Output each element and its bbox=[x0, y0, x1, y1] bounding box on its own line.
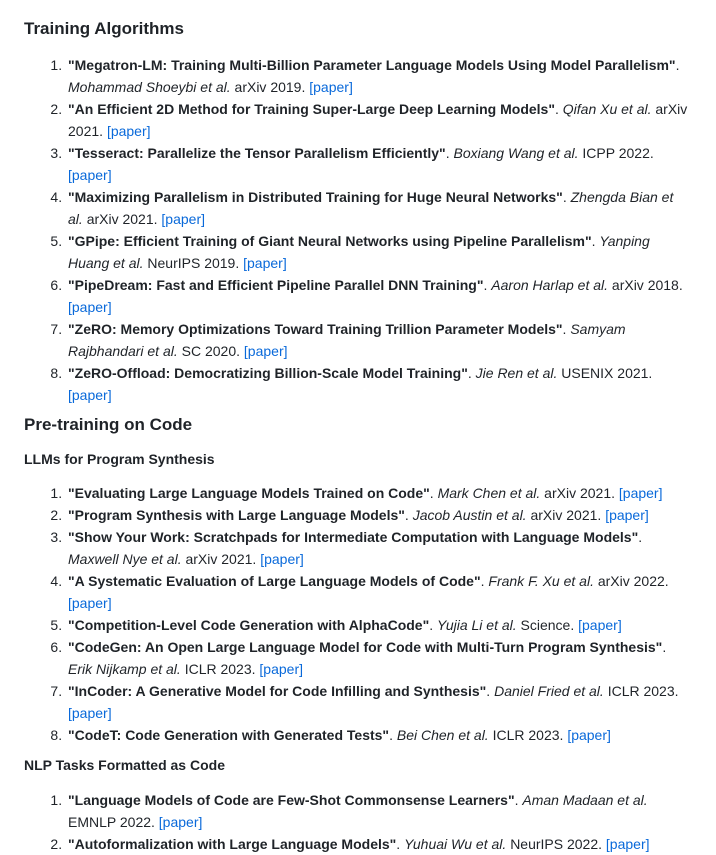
paper-item bbox=[66, 526, 692, 570]
paper-list bbox=[24, 789, 692, 855]
section-heading: Pre-training on Code bbox=[24, 415, 193, 435]
paper-authors: Yuhuai Wu et al. bbox=[404, 835, 507, 852]
paper-venue: ICPP 2022. bbox=[582, 145, 654, 162]
paper-title: "ZeRO-Offload: Democratizing Billion-Scale Model Training" bbox=[68, 365, 468, 382]
paper-venue: NeurIPS 2022. bbox=[510, 835, 603, 852]
paper-link[interactable]: [paper] bbox=[68, 595, 112, 612]
paper-link[interactable]: [paper] bbox=[243, 343, 288, 360]
paper-link[interactable]: [paper] bbox=[578, 617, 622, 634]
paper-item bbox=[66, 230, 692, 274]
paper-authors: Samyam Rajbhandari et al. bbox=[68, 321, 626, 360]
paper-item bbox=[66, 833, 692, 855]
punctuation-after-title: . bbox=[404, 507, 413, 524]
paper-item bbox=[66, 186, 692, 230]
paper-authors: Daniel Fried et al. bbox=[494, 683, 604, 700]
subsection-heading: LLMs for Program Synthesis bbox=[24, 451, 215, 468]
paper-title: "Evaluating Large Language Models Trained on Code" bbox=[68, 485, 430, 502]
paper-item bbox=[66, 98, 692, 142]
punctuation-after-title: . bbox=[389, 727, 397, 744]
paper-venue: NeurIPS 2019. bbox=[147, 255, 240, 272]
punctuation-after-title: . bbox=[662, 639, 667, 656]
paper-title: "ZeRO: Memory Optimizations Toward Training Trillion Parameter Models" bbox=[68, 321, 563, 338]
paper-authors: Aman Madaan et al. bbox=[522, 791, 648, 808]
punctuation-after-title: . bbox=[467, 365, 476, 382]
paper-venue: ICLR 2023. bbox=[184, 661, 256, 678]
paper-link[interactable]: [paper] bbox=[68, 705, 112, 722]
paper-title: "InCoder: A Generative Model for Code Infilling and Synthesis" bbox=[68, 683, 487, 700]
paper-authors: Aaron Harlap et al. bbox=[491, 277, 609, 294]
paper-link[interactable]: [paper] bbox=[309, 79, 353, 96]
paper-venue: arXiv 2022. bbox=[597, 573, 669, 590]
paper-title: "PipeDream: Fast and Efficient Pipeline Parallel DNN Training" bbox=[68, 277, 484, 294]
paper-item bbox=[66, 614, 692, 636]
punctuation-after-title: . bbox=[429, 485, 438, 502]
paper-authors: Zhengda Bian et al. bbox=[68, 189, 674, 228]
paper-venue: arXiv 2021. bbox=[185, 551, 257, 568]
punctuation-after-title: . bbox=[638, 529, 643, 546]
paper-title: "Megatron-LM: Training Multi-Billion Parameter Language Models Using Model Parallelism" bbox=[68, 57, 676, 74]
paper-title: "Autoformalization with Large Language Models" bbox=[68, 835, 397, 852]
paper-venue: ICLR 2023. bbox=[492, 727, 564, 744]
paper-title: "Program Synthesis with Large Language Models" bbox=[68, 507, 405, 524]
paper-link[interactable]: [paper] bbox=[259, 661, 304, 678]
paper-title: "Tesseract: Parallelize the Tensor Parallelism Efficiently" bbox=[68, 145, 446, 162]
punctuation-after-title: . bbox=[396, 835, 405, 852]
paper-item bbox=[66, 54, 692, 98]
punctuation-after-title: . bbox=[562, 189, 571, 206]
punctuation-after-title: . bbox=[562, 321, 571, 338]
paper-authors: Erik Nijkamp et al. bbox=[68, 661, 181, 678]
section-heading: Training Algorithms bbox=[24, 19, 184, 38]
paper-link[interactable]: [paper] bbox=[567, 727, 611, 744]
paper-authors: Jie Ren et al. bbox=[475, 365, 558, 382]
paper-link[interactable]: [paper] bbox=[618, 485, 663, 502]
paper-authors: Jacob Austin et al. bbox=[412, 507, 527, 524]
paper-item bbox=[66, 362, 692, 406]
paper-venue: SC 2020. bbox=[181, 343, 241, 360]
readme-content bbox=[24, 18, 692, 855]
paper-title: "Language Models of Code are Few-Shot Commonsense Learners" bbox=[68, 791, 515, 808]
paper-title: "An Efficient 2D Method for Training Super-Large Deep Learning Models" bbox=[68, 101, 555, 118]
paper-venue: arXiv 2021. bbox=[530, 507, 602, 524]
paper-item bbox=[66, 274, 692, 318]
paper-link[interactable]: [paper] bbox=[260, 551, 304, 568]
paper-list bbox=[24, 482, 692, 746]
paper-title: "Show Your Work: Scratchpads for Intermediate Computation with Language Models" bbox=[68, 529, 639, 546]
paper-authors: Frank F. Xu et al. bbox=[488, 573, 594, 590]
paper-item bbox=[66, 789, 692, 833]
paper-venue: arXiv 2021. bbox=[68, 101, 688, 140]
paper-authors: Yujia Li et al. bbox=[437, 617, 517, 634]
paper-authors: Boxiang Wang et al. bbox=[453, 145, 579, 162]
paper-title: "Competition-Level Code Generation with AlphaCode" bbox=[68, 617, 430, 634]
paper-link[interactable]: [paper] bbox=[68, 167, 112, 184]
paper-item bbox=[66, 318, 692, 362]
paper-venue: Science. bbox=[520, 617, 575, 634]
paper-title: "GPipe: Efficient Training of Giant Neural Networks using Pipeline Parallelism" bbox=[68, 233, 592, 250]
punctuation-after-title: . bbox=[514, 791, 523, 808]
paper-item bbox=[66, 724, 692, 746]
paper-authors: Mohammad Shoeybi et al. bbox=[68, 79, 231, 96]
paper-title: "Maximizing Parallelism in Distributed Training for Huge Neural Networks" bbox=[68, 189, 563, 206]
paper-item bbox=[66, 570, 692, 614]
paper-authors: Yanping Huang et al. bbox=[68, 233, 650, 272]
paper-venue: arXiv 2021. bbox=[544, 485, 615, 502]
paper-item bbox=[66, 504, 692, 526]
punctuation-after-title: . bbox=[591, 233, 600, 250]
paper-link[interactable]: [paper] bbox=[161, 211, 205, 228]
paper-link[interactable]: [paper] bbox=[68, 299, 112, 316]
punctuation-after-title: . bbox=[429, 617, 437, 634]
paper-authors: Qifan Xu et al. bbox=[562, 101, 652, 118]
paper-venue: ICLR 2023. bbox=[607, 683, 679, 700]
punctuation-after-title: . bbox=[675, 57, 680, 74]
paper-link[interactable]: [paper] bbox=[605, 507, 649, 524]
paper-item bbox=[66, 636, 692, 680]
punctuation-after-title: . bbox=[483, 277, 492, 294]
paper-title: "CodeGen: An Open Large Language Model for Code with Multi-Turn Program Synthesis" bbox=[68, 639, 663, 656]
paper-authors: Mark Chen et al. bbox=[437, 485, 541, 502]
paper-link[interactable]: [paper] bbox=[68, 387, 112, 404]
paper-item bbox=[66, 482, 692, 504]
paper-venue: arXiv 2019. bbox=[234, 79, 306, 96]
paper-authors: Maxwell Nye et al. bbox=[68, 551, 182, 568]
paper-link[interactable]: [paper] bbox=[605, 835, 650, 852]
punctuation-after-title: . bbox=[480, 573, 489, 590]
paper-title: "CodeT: Code Generation with Generated Tests" bbox=[68, 727, 390, 744]
punctuation-after-title: . bbox=[445, 145, 454, 162]
paper-title: "A Systematic Evaluation of Large Language Models of Code" bbox=[68, 573, 481, 590]
paper-list bbox=[24, 54, 692, 406]
paper-authors: Bei Chen et al. bbox=[396, 727, 489, 744]
paper-item bbox=[66, 680, 692, 724]
subsection-heading: NLP Tasks Formatted as Code bbox=[24, 757, 225, 774]
paper-venue: EMNLP 2022. bbox=[68, 813, 155, 830]
paper-link[interactable]: [paper] bbox=[243, 255, 287, 272]
paper-venue: arXiv 2021. bbox=[86, 211, 158, 228]
punctuation-after-title: . bbox=[555, 101, 563, 118]
paper-link[interactable]: [paper] bbox=[106, 123, 151, 140]
paper-item bbox=[66, 142, 692, 186]
paper-link[interactable]: [paper] bbox=[158, 813, 203, 830]
paper-venue: arXiv 2018. bbox=[611, 277, 683, 294]
punctuation-after-title: . bbox=[486, 683, 495, 700]
paper-venue: USENIX 2021. bbox=[561, 365, 653, 382]
